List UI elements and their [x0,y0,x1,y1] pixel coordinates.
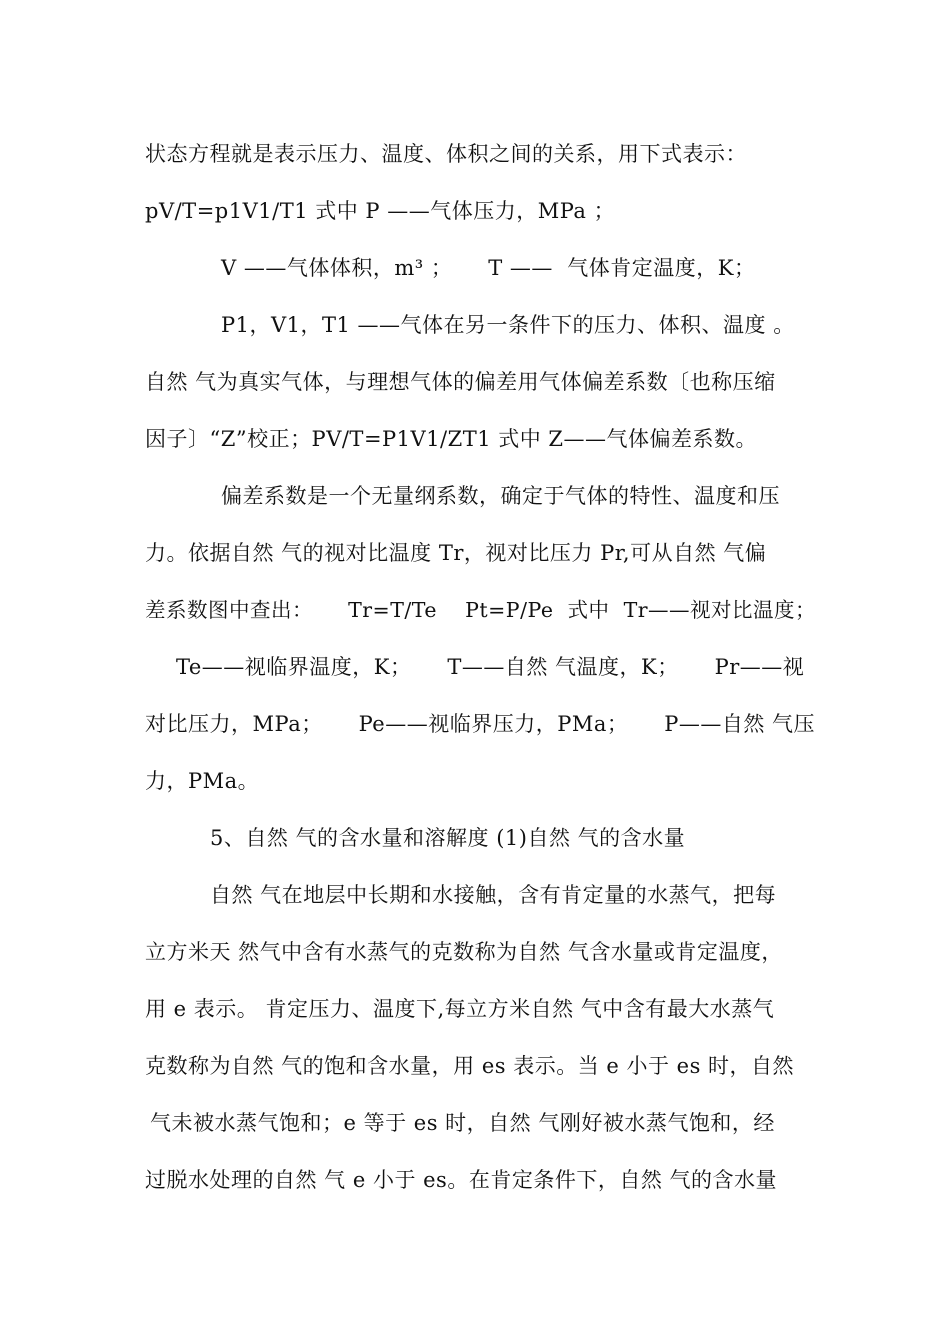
text-line: pV/T=p1V1/T1 式中 P ——气体压力，MPa ； [145,199,616,223]
text-line: P1，V1，T1 ——气体在另一条件下的压力、体积、温度 。 [221,313,795,337]
text-line: 用 e 表示。 肯定压力、温度下,每立方米自然 气中含有最大水蒸气 [145,997,775,1021]
text-line: 差系数图中查出： Tr=T/Te Pt=P/Pe 式中 Tr——视对比温度； [145,598,817,622]
text-line: 对比压力，MPa； Pe——视临界压力，PMa； P——自然 气压 [145,712,816,736]
text-line: 力，PMa。 [145,769,260,793]
text-line: Te——视临界温度，K； T——自然 气温度，K； Pr——视 [176,655,805,679]
text-line: 克数称为自然 气的饱和含水量，用 es 表示。当 e 小于 es 时，自然 [145,1054,795,1078]
text-line: 因子〕“Z”校正；PV/T=P1V1/ZT1 式中 Z——气体偏差系数。 [145,427,758,451]
text-line: 5、自然 气的含水量和溶解度 (1)自然 气的含水量 [210,826,686,850]
text-line: 状态方程就是表示压力、温度、体积之间的关系，用下式表示： [145,142,747,166]
text-line: 自然 气在地层中长期和水接触，含有肯定量的水蒸气，把每 [210,883,777,907]
text-line: 立方米天 然气中含有水蒸气的克数称为自然 气含水量或肯定温度， [145,940,783,964]
text-line: 气未被水蒸气饱和；e 等于 es 时，自然 气刚好被水蒸气饱和，经 [150,1111,775,1135]
text-line: 力。依据自然 气的视对比温度 Tr，视对比压力 Pr,可从自然 气偏 [145,541,767,565]
text-line: 自然 气为真实气体，与理想气体的偏差用气体偏差系数〔也称压缩 [145,370,776,394]
text-line: 过脱水处理的自然 气 e 小于 es。在肯定条件下，自然 气的含水量 [145,1168,778,1192]
text-line: 偏差系数是一个无量纲系数，确定于气体的特性、温度和压 [221,484,780,508]
text-line: V ——气体体积，m³ ； T —— 气体肯定温度，K； [221,256,756,280]
